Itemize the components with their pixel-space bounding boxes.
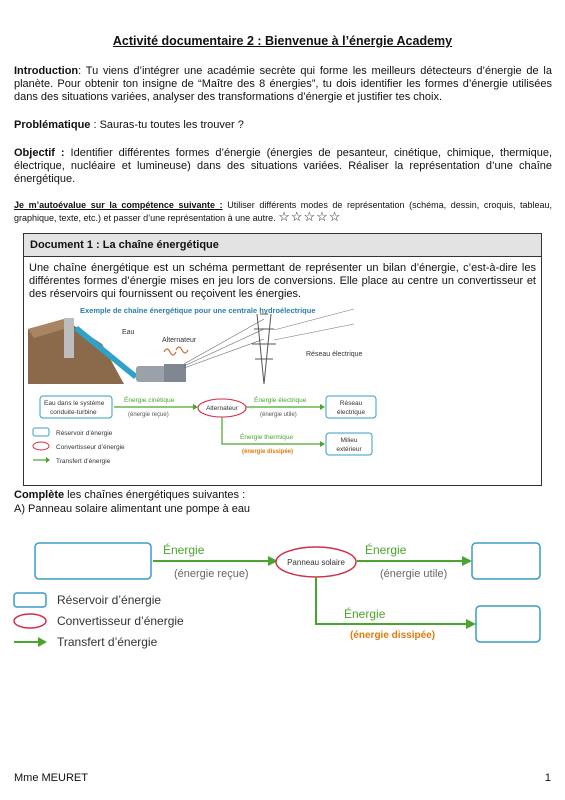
complete-label: Complète xyxy=(14,489,65,501)
answer-box-source[interactable] xyxy=(35,543,151,579)
figure-title: Exemple de chaîne énergétique pour une centrale hydroélectrique xyxy=(80,306,316,315)
exercise-legend-transfert-label: Transfert d’énergie xyxy=(57,635,158,649)
legend-convertisseur-icon xyxy=(33,442,49,450)
exercise-legend-reservoir-label: Réservoir d’énergie xyxy=(57,593,162,607)
exercise-arrow2-label: Énergie xyxy=(365,543,407,557)
footer-page-number: 1 xyxy=(544,772,551,784)
footer-author: Mme MEURET xyxy=(14,772,88,784)
competence xyxy=(14,199,552,224)
exercise-arrow-3 xyxy=(316,577,468,624)
dam-illustration xyxy=(28,309,354,384)
document-1-text: Une chaîne énergétique est un schéma permettant de représenter un bilan d’énergie, c’est-à-dire les différentes formes d’énergie mises en jeu lors de conversions. Elle place au centre un convertisseur et des réservoirs qui fournissent ou reçoivent les énergies. xyxy=(29,262,536,300)
exercise-arrow2-sub: (énergie utile) xyxy=(380,568,448,580)
exercise-converter-label: Panneau solaire xyxy=(287,558,345,567)
objectif xyxy=(14,147,552,186)
reservoir-source-label: Eau dans le système xyxy=(44,400,105,407)
document-1-heading: Document 1 : La chaîne énergétique xyxy=(24,234,541,257)
problematique-text: : Sauras-tu toutes les trouver ? xyxy=(90,119,244,131)
legend-transfert-label: Transfert d’énergie xyxy=(56,458,111,465)
reservoir-reseau-label-2: électrique xyxy=(336,409,366,416)
document-1 xyxy=(23,233,542,486)
reservoir-milieu-label: Milieu xyxy=(340,437,358,444)
hydro-figure xyxy=(24,234,541,485)
exercise-legend-reservoir-icon xyxy=(14,593,46,607)
exercise-legend-convertisseur-icon xyxy=(14,614,46,628)
competence-label: Je m’autoévalue sur la compétence suivante : xyxy=(14,200,223,210)
converter-label: Alternateur xyxy=(206,405,238,412)
exercise-legend-convertisseur-label: Convertisseur d’énergie xyxy=(57,614,184,628)
exercise-arrow3-label: Énergie xyxy=(344,607,386,621)
objectif-text: Identifier différentes formes d’énergie (énergies de pesanteur, cinétique, chimique, thermique, électrique, nucléaire et lumineuse) dans des situations variées. Réaliser la représentation d’une chaîne énergétique. xyxy=(14,147,552,185)
exercise-arrow1-sub: (énergie reçue) xyxy=(174,568,249,580)
exercise-chain xyxy=(0,530,565,660)
reservoir-reseau-label: Réseau xyxy=(339,400,363,407)
arrow1-label: Énergie cinétique xyxy=(124,397,175,404)
arrow2-label: Énergie électrique xyxy=(254,397,307,404)
arrow1-sub: (énergie reçue) xyxy=(128,412,169,418)
complete-text: les chaînes énergétiques suivantes : xyxy=(64,489,246,501)
introduction-text: : Tu viens d’intégrer une académie secrète qui forme les meilleurs détecteurs d’énergie de la planète. Pour obtenir ton insigne de “Maître des 8 énergies”, tu dois identifier les formes d’énergie utilisées dans des situations variées, analyser des transformations d’énergie et justifier tes choix. xyxy=(14,65,552,103)
legend-reservoir-label: Réservoir d’énergie xyxy=(56,430,113,437)
legend-reservoir-icon xyxy=(33,428,49,436)
introduction-label: Introduction xyxy=(14,65,79,77)
label-reseau: Réseau électrique xyxy=(306,351,363,358)
problematique-label: Problématique xyxy=(14,119,91,131)
competence-text: Utiliser différents modes de représentation (schéma, dessin, croquis, tableau, graphique, texte, etc.) et passer d’une représentation à une autre. xyxy=(14,200,553,223)
item-a: A) Panneau solaire alimentant une pompe à eau xyxy=(14,503,251,515)
rating-stars[interactable]: ☆☆☆☆☆ xyxy=(278,209,342,224)
arrow2-sub: (énergie utile) xyxy=(260,412,297,418)
reservoir-source-label-2: conduite-turbine xyxy=(50,409,97,416)
label-eau: Eau xyxy=(122,329,135,336)
answer-box-dissipated[interactable] xyxy=(476,606,540,642)
arrow3-label: Énergie thermique xyxy=(240,434,294,441)
exercise-arrow3-sub: (énergie dissipée) xyxy=(350,630,436,641)
legend-convertisseur-label: Convertisseur d’énergie xyxy=(56,444,125,451)
objectif-label: Objectif : xyxy=(14,147,65,159)
problematique xyxy=(14,119,552,132)
label-alternateur: Alternateur xyxy=(162,337,197,344)
arrow3-sub: (énergie dissipée) xyxy=(242,449,294,455)
reservoir-milieu-label-2: extérieur xyxy=(336,446,362,453)
introduction xyxy=(14,65,552,104)
answer-box-useful[interactable] xyxy=(472,543,540,579)
complete-instruction xyxy=(14,489,552,502)
page-title: Activité documentaire 2 : Bienvenue à l’énergie Academy xyxy=(112,34,453,48)
exercise-arrow1-label: Énergie xyxy=(163,543,205,557)
